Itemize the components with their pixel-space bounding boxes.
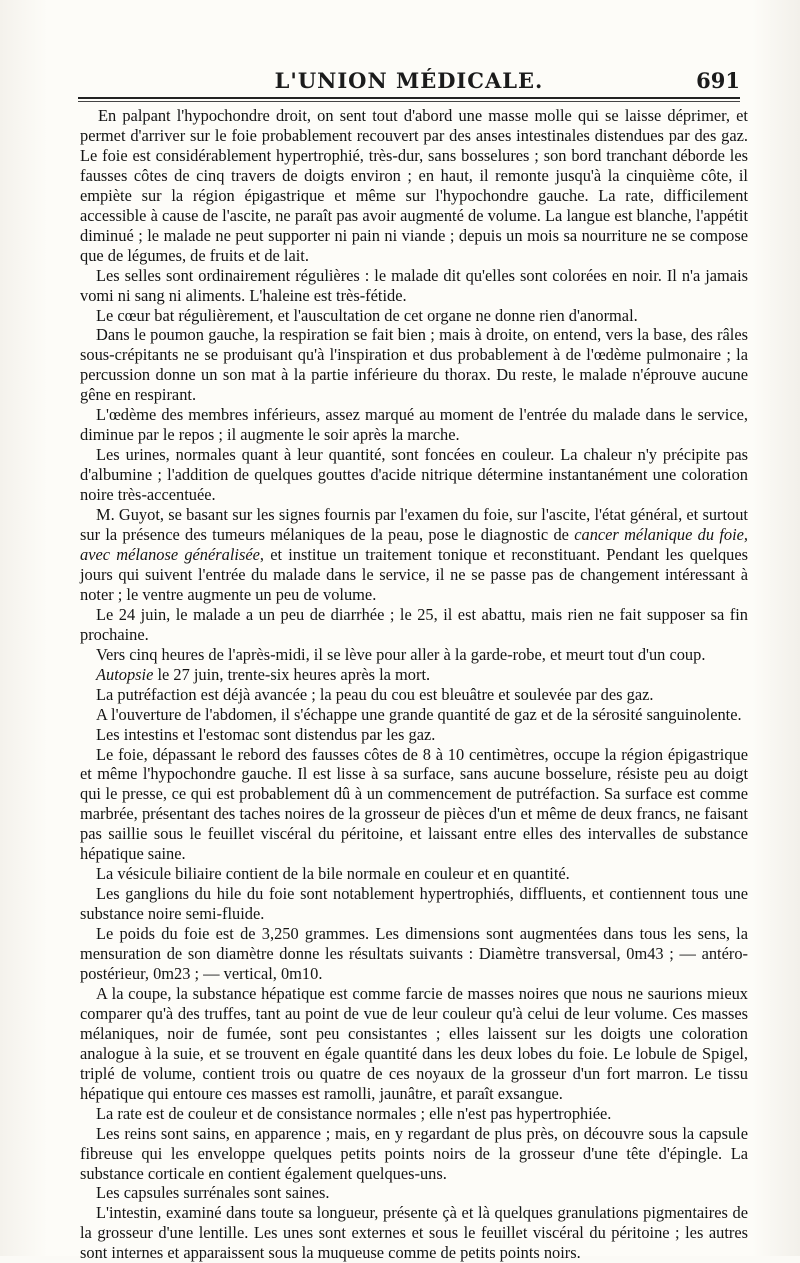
paragraph: Vers cinq heures de l'après-midi, il se lève pour aller à la garde-robe, et meurt tout d'un coup. — [96, 644, 706, 664]
paragraph: Autopsie le 27 juin, trente-six heures après la mort. — [96, 664, 431, 684]
italic-text: cancer mélanique du foie, avec mélanose généralisée — [80, 525, 749, 564]
paragraph: En palpant l'hypochondre droit, on sent tout d'abord une masse molle qui se laisse déprimer, et permet d'arriver sur le foie probablement recouvert par des anses intestinales distendues par des gaz. Le foie est considérablement hypertrophié, très-dur, sans bosselures ; son bord tranchant déborde les fausses côtes de cinq travers de doigts environ ; en haut, il remonte jusqu'à la cinquième côte, il empiète sur la région épigastrique et même sur l'hypochondre gauche. La rate, difficilement accessible à cause de l'ascite, ne paraît pas avoir augmenté de volume. La langue est blanche, l'appétit diminué ; le malade ne peut supporter ni pain ni viande ; depuis un mois sa nourriture ne se compose que de légumes, de fruits et de lait. — [80, 106, 748, 265]
paragraph: L'œdème des membres inférieurs, assez marqué au moment de l'entrée du malade dans le service, diminue par le repos ; il augmente le soir après la marche. — [80, 405, 748, 445]
running-header — [78, 64, 740, 94]
paragraph: Les selles sont ordinairement régulières : le malade dit qu'elles sont colorées en noir. Il n'a jamais vomi ni sang ni aliments. L'haleine est très-fétide. — [80, 265, 748, 305]
page-number: 691 — [696, 68, 740, 93]
paragraph: M. Guyot, se basant sur les signes fournis par l'examen du foie, sur l'ascite, l'état général, et surtout sur la présence des tumeurs mélaniques de la peau, pose le diagnostic de cancer mélanique du foie, avec mélanose généralisée, et institue un traitement tonique et reconstituant. Pendant les quelques jours qui suivent l'entrée du malade dans le service, il ne se passe pas de changement intéressant à noter ; le ventre augmente un peu de volume. — [80, 505, 749, 604]
paragraph: La vésicule biliaire contient de la bile normale en couleur et en quantité. — [96, 864, 570, 884]
paragraph: Le 24 juin, le malade a un peu de diarrhée ; le 25, il est abattu, mais rien ne fait supposer sa fin prochaine. — [80, 604, 748, 644]
paragraph: Les ganglions du hile du foie sont notablement hypertrophiés, diffluents, et contiennent tous une substance noire semi-fluide. — [80, 884, 748, 924]
paragraph: Le poids du foie est de 3,250 grammes. Les dimensions sont augmentées dans tous les sens, la mensuration de son diamètre donne les résultats suivants : Diamètre transversal, 0m43 ; — antéro-postérieur, 0m23 ; — vertical, 0m10. — [80, 924, 748, 983]
paragraph: La putréfaction est déjà avancée ; la peau du cou est bleuâtre et soulevée par des gaz. — [96, 684, 654, 704]
paragraph: Dans le poumon gauche, la respiration se fait bien ; mais à droite, on entend, vers la base, des râles sous-crépitants ne se produisant qu'à l'inspiration et dus probablement à de l'œdème pulmonaire ; la percussion donne un son mat à la partie inférieure du thorax. Du reste, le malade n'éprouve aucune gêne en respirant. — [80, 325, 748, 405]
paragraph: Le foie, dépassant le rebord des fausses côtes de 8 à 10 centimètres, occupe la région épigastrique et même l'hypochondre gauche. Il est lisse à sa surface, sans aucune bosselure, résiste peu au doigt qui le presse, ce qui est probablement dû à un commencement de putréfaction. Sa surface est comme marbrée, présentant des taches noires de la grosseur de pièces d'un et même de deux francs, ne faisant pas saillie sous le feuillet viscéral du péritoine, et laissant entre elles des intervalles de substance hépatique saine. — [80, 744, 748, 864]
article-body — [80, 106, 748, 1263]
header-rule-thin — [78, 101, 740, 102]
paragraph: L'intestin, examiné dans toute sa longueur, présente çà et là quelques granulations pigmentaires de la grosseur d'une lentille. Les unes sont externes et sous le feuillet viscéral du péritoine ; les autres sont internes et apparaissent sous la muqueuse comme de petits points noirs. — [80, 1203, 748, 1263]
paragraph: Les capsules surrénales sont saines. — [96, 1183, 330, 1203]
header-rule — [78, 97, 740, 99]
paragraph: Les reins sont sains, en apparence ; mais, en y regardant de plus près, on découvre sous la capsule fibreuse qui les enveloppe quelques petits points noirs de la grosseur d'une tête d'épingle. La substance corticale en contient également quelques-uns. — [80, 1123, 748, 1183]
paragraph: A la coupe, la substance hépatique est comme farcie de masses noires que nous ne saurions mieux comparer qu'à des truffes, tant au point de vue de leur couleur qu'à celui de leur volume. Ces masses mélaniques, noir de fumée, sont peu consistantes ; elles laissent sur les doigts une coloration analogue à la suie, et se trouvent en égale quantité dans les deux lobes du foie. Le lobule de Spigel, triplé de volume, contient trois ou quatre de ces noyaux de la grosseur d'un fort marron. Le tissu hépatique qui entoure ces masses est ramolli, jaunâtre, et paraît exsangue. — [80, 983, 748, 1103]
italic-text: Autopsie — [96, 664, 154, 684]
journal-title: L'UNION MÉDICALE. — [274, 68, 544, 93]
paragraph: Les intestins et l'estomac sont distendus par les gaz. — [96, 724, 436, 744]
paragraph: La rate est de couleur et de consistance normales ; elle n'est pas hypertrophiée. — [96, 1103, 612, 1123]
paragraph: Les urines, normales quant à leur quantité, sont foncées en couleur. La chaleur n'y précipite pas d'albumine ; l'addition de quelques gouttes d'acide nitrique détermine instantanément une coloration noire très-accentuée. — [80, 445, 748, 505]
paragraph: A l'ouverture de l'abdomen, il s'échappe une grande quantité de gaz et de la sérosité sanguinolente. — [96, 704, 742, 724]
paragraph: Le cœur bat régulièrement, et l'auscultation de cet organe ne donne rien d'anormal. — [96, 305, 638, 325]
